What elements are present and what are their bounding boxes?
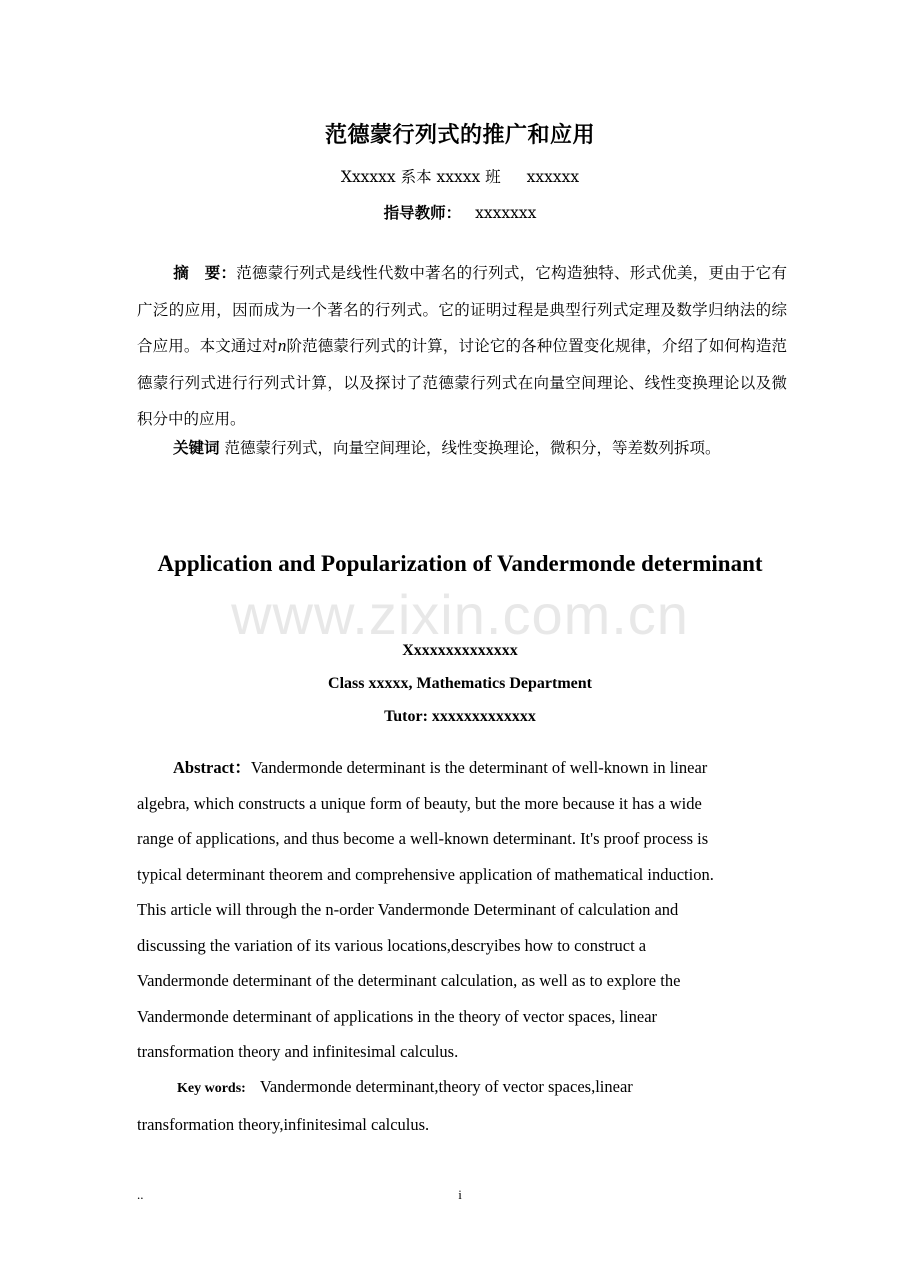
english-abstract-line: Vandermonde determinant of applications in the theory of vector spaces, linear xyxy=(137,1006,658,1026)
english-author: Xxxxxxxxxxxxxx xyxy=(402,642,518,659)
english-abstract-line: discussing the variation of its various locations,descryibes how to construct a xyxy=(137,935,647,955)
chinese-author-dept-class: Xxxxxx 系本 xxxxx 班 xyxy=(340,168,501,186)
english-abstract-line: Abstract：Vandermonde determinant is the determinant of well-known in linear xyxy=(173,758,708,777)
english-abstract-line: transformation theory and infinitesimal calculus. xyxy=(137,1042,459,1061)
page-number: i xyxy=(458,1187,462,1202)
watermark: www.zixin.com.cn xyxy=(231,583,689,646)
english-keywords-line: Key words: Vandermonde determinant,theory of vector spaces,linear xyxy=(177,1077,633,1096)
footer-dots: .. xyxy=(137,1187,144,1202)
chinese-tutor-name: xxxxxxx xyxy=(475,204,537,222)
english-keywords-line: transformation theory,infinitesimal calculus. xyxy=(137,1114,430,1134)
english-keywords-label: Key words: xyxy=(177,1081,246,1096)
english-department: Class xxxxx, Mathematics Department xyxy=(328,675,592,692)
chinese-keywords xyxy=(137,430,787,467)
chinese-title: 范德蒙行列式的推广和应用 xyxy=(324,123,595,148)
english-tutor: Tutor: xxxxxxxxxxxxx xyxy=(384,708,536,725)
english-keywords xyxy=(137,1069,787,1142)
chinese-tutor-line xyxy=(0,201,920,223)
chinese-abstract-text-part1: 范德蒙行列式是线性代数中著名的行列式，它构造独特、形式优美，更由于它有广泛的应用，因而成为一个著名的行列式。它的证明过程是典型行列式定理及数学归纳法的综合应用。本文通过对 xyxy=(137,264,787,355)
english-abstract-line: This article will through the n-order Vandermonde Determinant of calculation and xyxy=(137,900,679,919)
english-abstract xyxy=(137,750,787,1070)
chinese-keywords-text: 范德蒙行列式，向量空间理论，线性变换理论，微积分，等差数列拆项。 xyxy=(224,439,721,457)
chinese-abstract-text-part2: 阶范德蒙行列式的计算，讨论它的各种位置变化规律，介绍了如何构造范德蒙行列式进行行列式计算，以及探讨了范德蒙行列式在向量空间理论、线性变换理论以及微积分中的应用。 xyxy=(137,337,787,428)
chinese-tutor-label: 指导教师： xyxy=(383,204,462,222)
english-abstract-line: typical determinant theorem and comprehensive application of mathematical induction. xyxy=(137,864,714,884)
chinese-author-line xyxy=(0,165,920,187)
english-title: Application and Popularization of Vandermonde determinant xyxy=(157,551,763,576)
chinese-author-name: xxxxxx xyxy=(526,168,580,186)
english-abstract-line: algebra, which constructs a unique form of beauty, but the more because it has a wide xyxy=(137,793,702,813)
english-abstract-line: Vandermonde determinant of the determinant calculation, as well as to explore the xyxy=(137,971,681,990)
english-abstract-line: range of applications, and thus become a well-known determinant. It's proof process is xyxy=(137,829,709,848)
english-abstract-label: Abstract： xyxy=(173,758,251,777)
chinese-abstract-label: 摘 要： xyxy=(173,264,237,282)
chinese-abstract xyxy=(137,255,787,438)
chinese-abstract-n-symbol: n xyxy=(277,336,287,355)
chinese-keywords-label: 关键词 xyxy=(173,439,220,457)
